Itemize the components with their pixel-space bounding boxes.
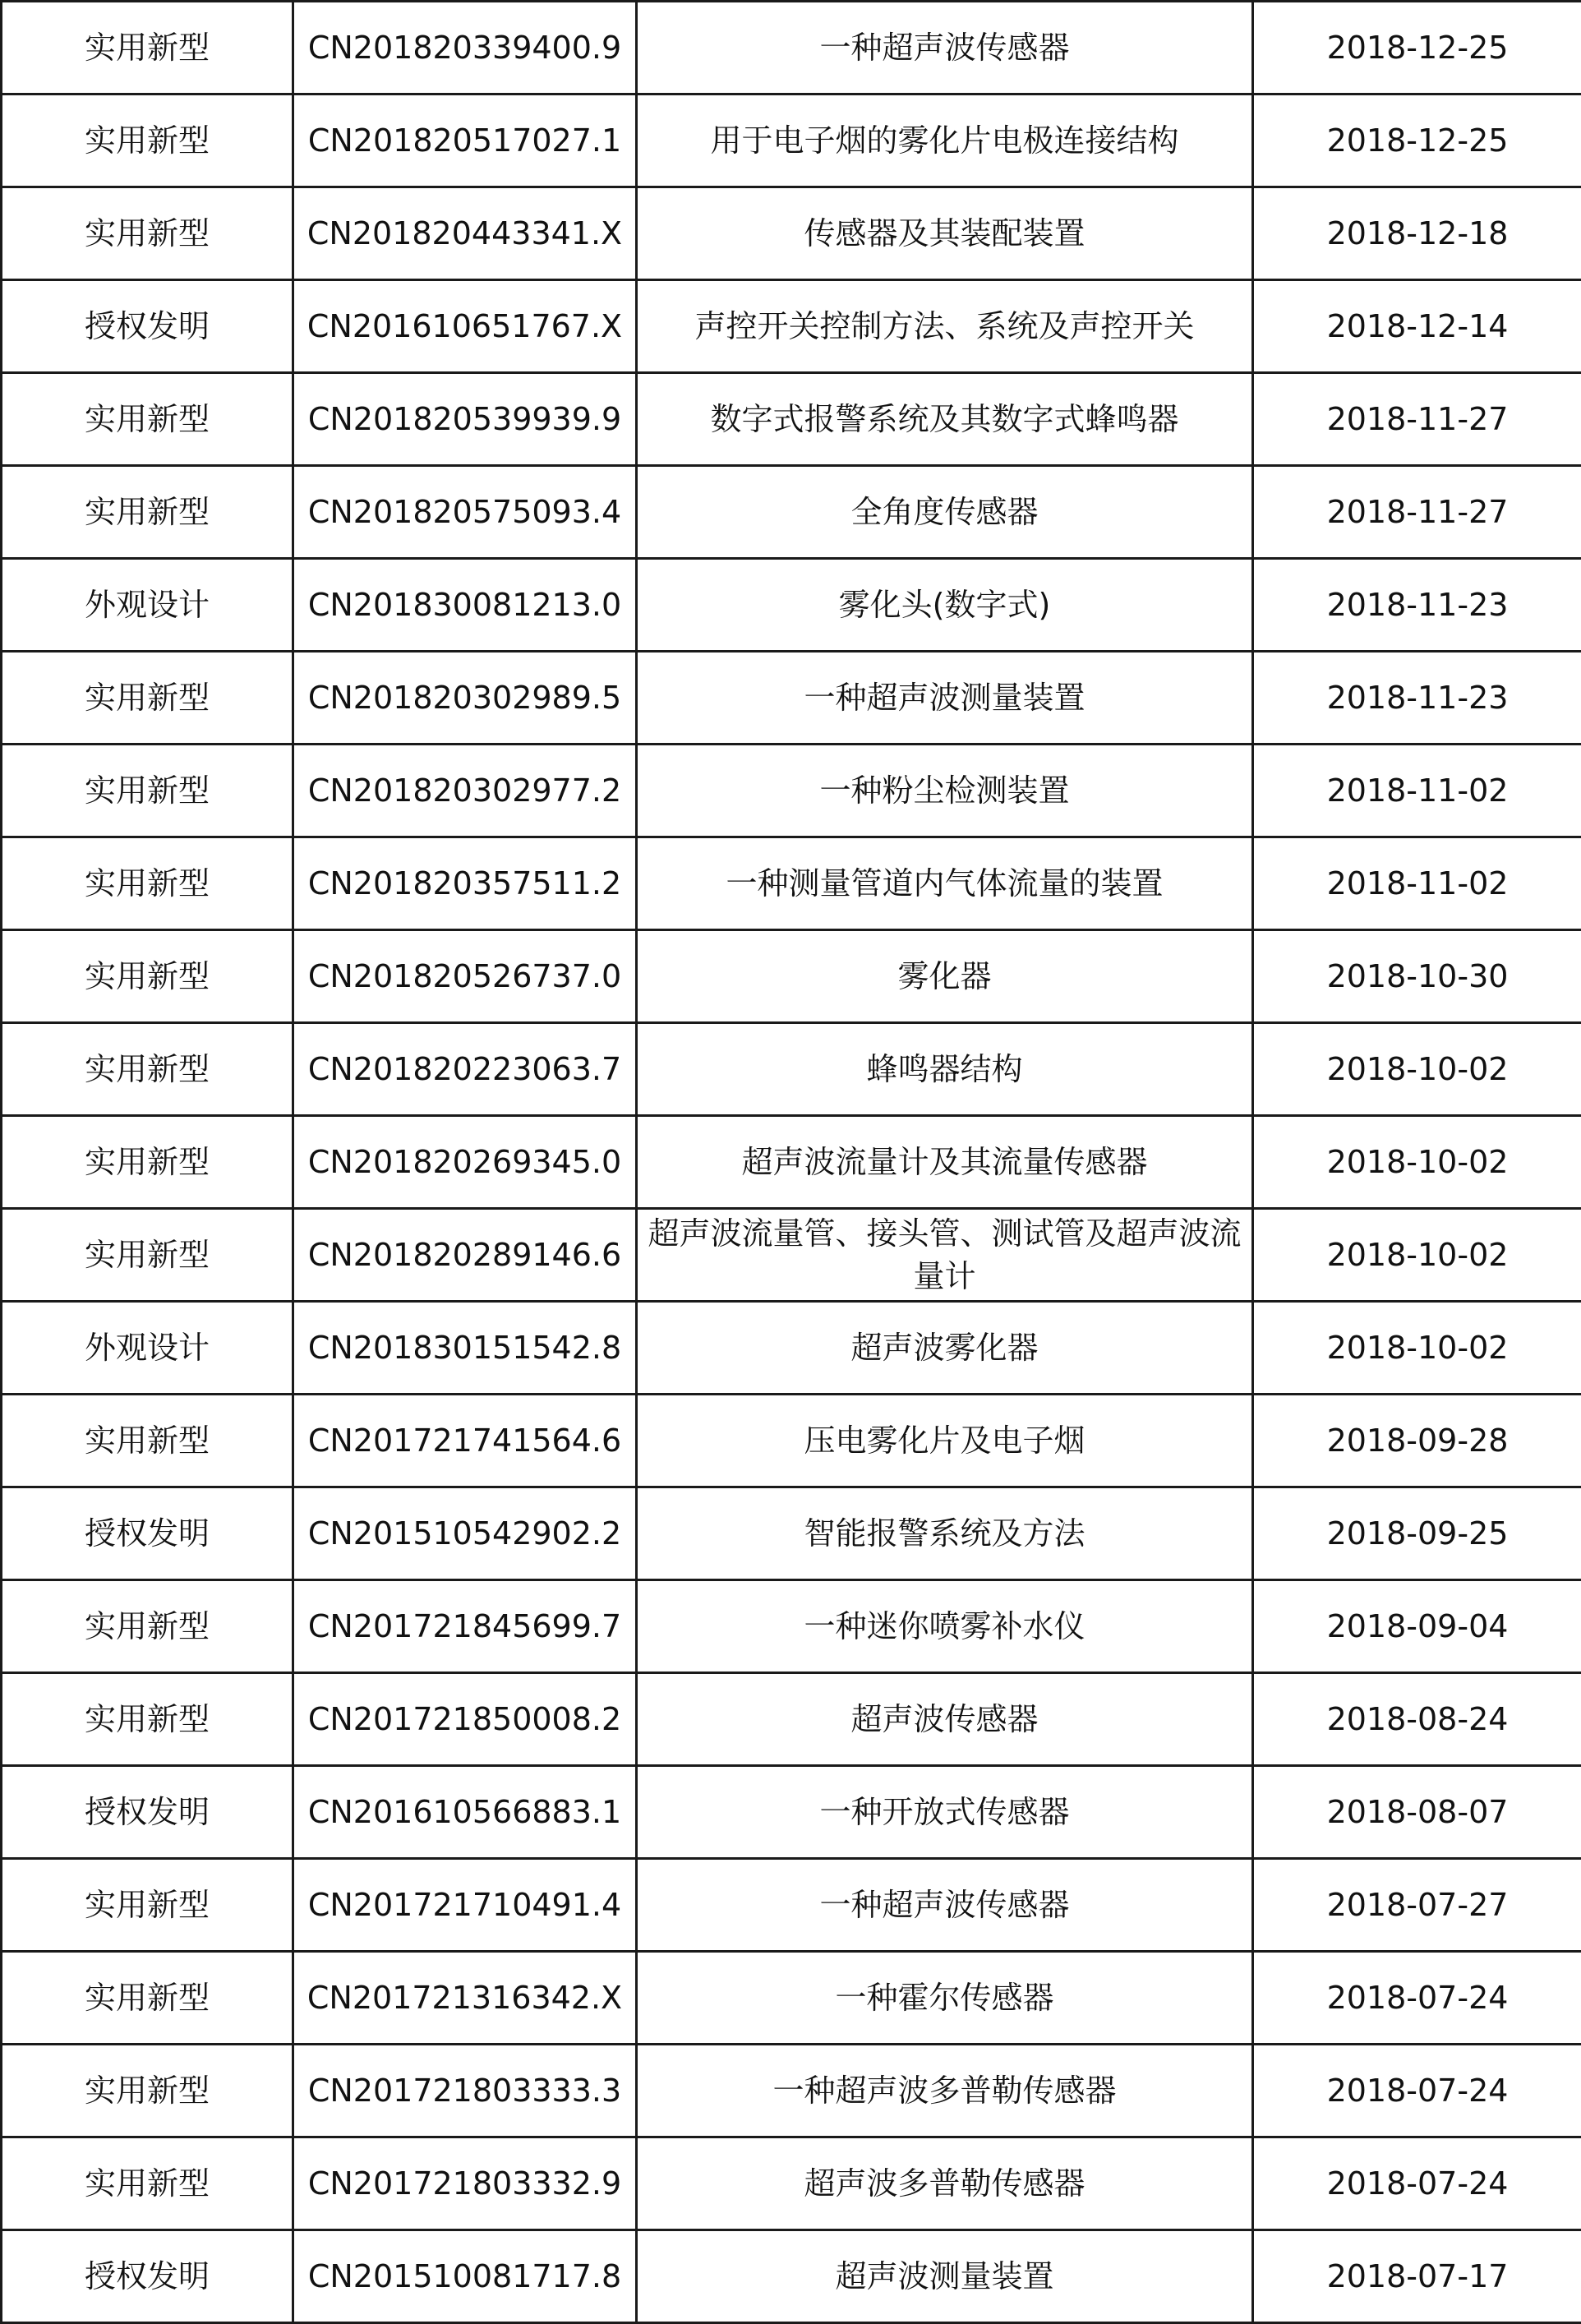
patent-date: 2018-11-27 (1253, 373, 1581, 466)
table-row (2, 2230, 1581, 2323)
patent-date: 2018-09-04 (1253, 1580, 1581, 1673)
patent-number: CN201820517027.1 (293, 95, 637, 187)
patent-name: 蜂鸣器结构 (637, 1023, 1253, 1116)
patent-name: 超声波多普勒传感器 (637, 2137, 1253, 2230)
patent-number: CN201820289146.6 (293, 1209, 637, 1302)
patent-type: 实用新型 (2, 1116, 293, 1209)
patent-date: 2018-10-30 (1253, 930, 1581, 1023)
patent-type: 实用新型 (2, 745, 293, 837)
patent-name: 压电雾化片及电子烟 (637, 1395, 1253, 1487)
table-row (2, 559, 1581, 652)
patent-type: 授权发明 (2, 1487, 293, 1580)
patent-number: CN201721803333.3 (293, 2045, 637, 2137)
patent-number: CN201830081213.0 (293, 559, 637, 652)
table-row (2, 2045, 1581, 2137)
patent-type: 实用新型 (2, 2, 293, 95)
patent-type: 外观设计 (2, 559, 293, 652)
patent-type: 实用新型 (2, 1023, 293, 1116)
table-row (2, 466, 1581, 559)
table-row (2, 1209, 1581, 1302)
table-row (2, 1673, 1581, 1766)
patent-date: 2018-12-25 (1253, 95, 1581, 187)
patent-type: 实用新型 (2, 95, 293, 187)
patent-number: CN201610651767.X (293, 280, 637, 373)
patent-date: 2018-11-23 (1253, 652, 1581, 745)
patent-type: 实用新型 (2, 1859, 293, 1952)
patent-name: 一种超声波传感器 (637, 1859, 1253, 1952)
table-row (2, 1580, 1581, 1673)
patent-type: 实用新型 (2, 930, 293, 1023)
patent-date: 2018-10-02 (1253, 1116, 1581, 1209)
patent-date: 2018-07-24 (1253, 1952, 1581, 2045)
patent-number: CN201721741564.6 (293, 1395, 637, 1487)
patent-type: 实用新型 (2, 187, 293, 280)
patent-number: CN201510081717.8 (293, 2230, 637, 2323)
patent-name: 声控开关控制方法、系统及声控开关 (637, 280, 1253, 373)
patent-name: 一种粉尘检测装置 (637, 745, 1253, 837)
patent-name: 超声波测量装置 (637, 2230, 1253, 2323)
patent-number: CN201721316342.X (293, 1952, 637, 2045)
patent-type: 实用新型 (2, 1580, 293, 1673)
patent-type: 外观设计 (2, 1302, 293, 1395)
patent-type: 实用新型 (2, 1673, 293, 1766)
patent-name: 一种超声波多普勒传感器 (637, 2045, 1253, 2137)
patent-date: 2018-11-27 (1253, 466, 1581, 559)
patent-name: 传感器及其装配装置 (637, 187, 1253, 280)
patent-date: 2018-11-23 (1253, 559, 1581, 652)
patent-name: 雾化器 (637, 930, 1253, 1023)
table-row (2, 373, 1581, 466)
table-row (2, 745, 1581, 837)
patent-name: 超声波流量计及其流量传感器 (637, 1116, 1253, 1209)
patent-type: 实用新型 (2, 837, 293, 930)
patent-number: CN201510542902.2 (293, 1487, 637, 1580)
patent-type: 实用新型 (2, 466, 293, 559)
table-row (2, 1116, 1581, 1209)
patent-number: CN201830151542.8 (293, 1302, 637, 1395)
patent-number: CN201820539939.9 (293, 373, 637, 466)
table-row (2, 2137, 1581, 2230)
patent-name: 全角度传感器 (637, 466, 1253, 559)
patent-name: 超声波雾化器 (637, 1302, 1253, 1395)
table-row (2, 1395, 1581, 1487)
patent-name: 雾化头(数字式) (637, 559, 1253, 652)
patent-date: 2018-09-28 (1253, 1395, 1581, 1487)
patent-date: 2018-08-07 (1253, 1766, 1581, 1859)
patent-type: 授权发明 (2, 280, 293, 373)
table-row (2, 837, 1581, 930)
table-row (2, 95, 1581, 187)
patent-type: 实用新型 (2, 652, 293, 745)
patent-number: CN201610566883.1 (293, 1766, 637, 1859)
patent-number: CN201820339400.9 (293, 2, 637, 95)
patent-number: CN201820223063.7 (293, 1023, 637, 1116)
patent-type: 实用新型 (2, 1952, 293, 2045)
table-row (2, 1487, 1581, 1580)
patent-type: 实用新型 (2, 373, 293, 466)
table-row (2, 1952, 1581, 2045)
patent-date: 2018-11-02 (1253, 837, 1581, 930)
patent-date: 2018-07-24 (1253, 2137, 1581, 2230)
patent-type: 授权发明 (2, 1766, 293, 1859)
patent-name: 一种迷你喷雾补水仪 (637, 1580, 1253, 1673)
patent-type: 实用新型 (2, 1395, 293, 1487)
patent-number: CN201820269345.0 (293, 1116, 637, 1209)
table-row (2, 1859, 1581, 1952)
table-row (2, 2, 1581, 95)
patent-date: 2018-07-17 (1253, 2230, 1581, 2323)
patent-date: 2018-07-27 (1253, 1859, 1581, 1952)
patent-date: 2018-08-24 (1253, 1673, 1581, 1766)
patent-date: 2018-10-02 (1253, 1209, 1581, 1302)
patent-name: 用于电子烟的雾化片电极连接结构 (637, 95, 1253, 187)
table-row (2, 187, 1581, 280)
table-row (2, 652, 1581, 745)
patent-number: CN201820302989.5 (293, 652, 637, 745)
patent-date: 2018-11-02 (1253, 745, 1581, 837)
patent-number: CN201820443341.X (293, 187, 637, 280)
patent-name: 一种测量管道内气体流量的装置 (637, 837, 1253, 930)
patent-name: 数字式报警系统及其数字式蜂鸣器 (637, 373, 1253, 466)
patent-date: 2018-07-24 (1253, 2045, 1581, 2137)
patent-type: 实用新型 (2, 1209, 293, 1302)
patent-date: 2018-09-25 (1253, 1487, 1581, 1580)
patent-date: 2018-12-18 (1253, 187, 1581, 280)
table-row (2, 1023, 1581, 1116)
patent-date: 2018-10-02 (1253, 1023, 1581, 1116)
patent-name: 一种超声波测量装置 (637, 652, 1253, 745)
patent-date: 2018-12-14 (1253, 280, 1581, 373)
patent-type: 实用新型 (2, 2045, 293, 2137)
table-row (2, 930, 1581, 1023)
patent-name: 一种霍尔传感器 (637, 1952, 1253, 2045)
patent-number: CN201721803332.9 (293, 2137, 637, 2230)
table-row (2, 1766, 1581, 1859)
patent-number: CN201820357511.2 (293, 837, 637, 930)
patent-number: CN201820302977.2 (293, 745, 637, 837)
patent-type: 实用新型 (2, 2137, 293, 2230)
patent-name: 超声波流量管、接头管、测试管及超声波流量计 (637, 1209, 1253, 1302)
patent-date: 2018-10-02 (1253, 1302, 1581, 1395)
patent-name: 智能报警系统及方法 (637, 1487, 1253, 1580)
patent-type: 授权发明 (2, 2230, 293, 2323)
patent-number: CN201820575093.4 (293, 466, 637, 559)
table-row (2, 280, 1581, 373)
patent-number: CN201721845699.7 (293, 1580, 637, 1673)
table-row (2, 1302, 1581, 1395)
patent-date: 2018-12-25 (1253, 2, 1581, 95)
patent-number: CN201721710491.4 (293, 1859, 637, 1952)
patent-number: CN201820526737.0 (293, 930, 637, 1023)
patent-name: 一种超声波传感器 (637, 2, 1253, 95)
patent-name: 超声波传感器 (637, 1673, 1253, 1766)
patent-number: CN201721850008.2 (293, 1673, 637, 1766)
patent-table-body (2, 2, 1581, 2323)
patent-name: 一种开放式传感器 (637, 1766, 1253, 1859)
